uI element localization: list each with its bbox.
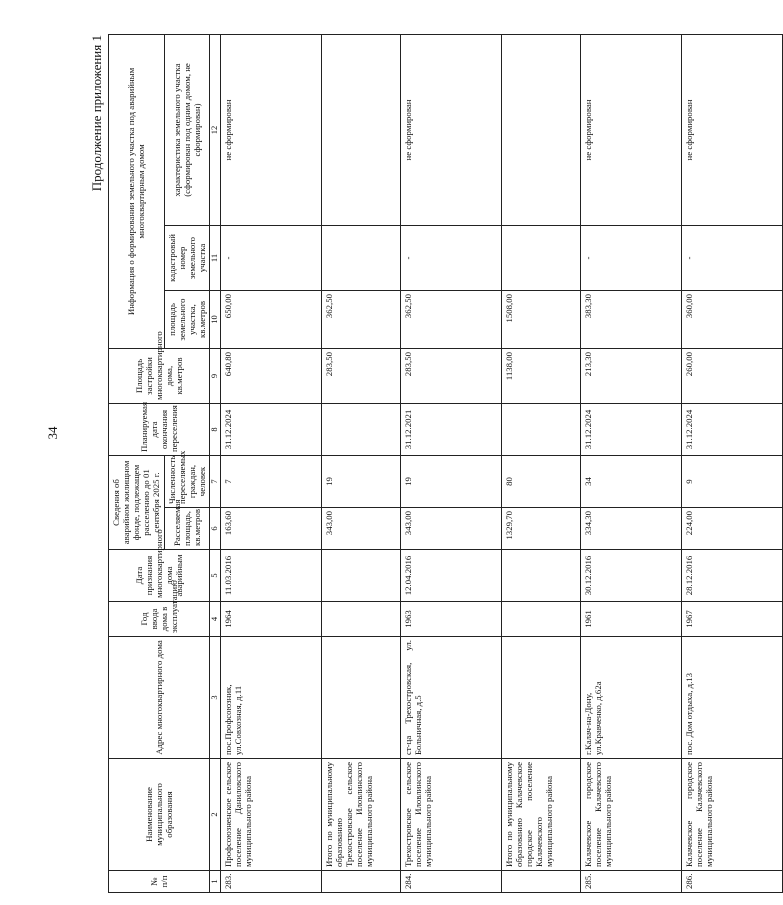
cell-mo: Трехостровское сельское поселение Иловлинского муниципального района — [400, 759, 501, 871]
cell-build-area: 283,50 — [400, 348, 501, 403]
column-number: 2 — [209, 759, 220, 871]
cell-status: не сформирован — [580, 34, 681, 225]
cell-date: 30.12.2016 — [580, 550, 681, 602]
cell-status: не сформирован — [400, 34, 501, 225]
table-row — [220, 34, 321, 892]
column-number: 4 — [209, 602, 220, 637]
cell-area: 1329,70 — [501, 508, 580, 550]
header-status: характеристика земельного участка (сформирован под одним домом, не сформирован) — [164, 34, 209, 225]
header-build-area: Площадь застройки многоквартирного дома, кв.метров — [109, 348, 210, 403]
column-number: 5 — [209, 550, 220, 602]
table-row — [681, 34, 782, 892]
header-cadastre: кадастровый номер земельного участка — [164, 225, 209, 290]
table-row — [501, 34, 580, 892]
cell-cadastre: - — [220, 225, 321, 290]
cell-address — [321, 637, 400, 759]
cell-address: г.Калач-на-Дону, ул.Кравченко, д.62а — [580, 637, 681, 759]
column-number: 3 — [209, 637, 220, 759]
table-row — [580, 34, 681, 892]
cell-area: 224,00 — [681, 508, 782, 550]
cell-mo: Калачевское городское поселение Калачевского муниципального района — [681, 759, 782, 871]
cell-build-area: 260,00 — [681, 348, 782, 403]
cell-build-area: 213,30 — [580, 348, 681, 403]
cell-status — [321, 34, 400, 225]
column-number: 11 — [209, 225, 220, 290]
cell-area: 343,00 — [400, 508, 501, 550]
cell-land-area: 362,50 — [400, 290, 501, 348]
cell-address — [501, 637, 580, 759]
cell-address: пос. Дом отдыха, д.13 — [681, 637, 782, 759]
cell-area: 163,60 — [220, 508, 321, 550]
cell-mo: Итого по муниципальному образованию Калачевское городское поселение Калачевского муниципального района — [501, 759, 580, 871]
cell-people: 19 — [321, 455, 400, 507]
header-address: Адрес многоквартирного дома — [109, 637, 210, 759]
cell-people: 9 — [681, 455, 782, 507]
cell-status: не сформирован — [681, 34, 782, 225]
cell-no: 285. — [580, 871, 681, 893]
document-sheet — [86, 35, 715, 893]
cell-date: 11.03.2016 — [220, 550, 321, 602]
cell-people: 7 — [220, 455, 321, 507]
cell-land-area: 362,50 — [321, 290, 400, 348]
cell-land-area: 360,00 — [681, 290, 782, 348]
cell-planned — [321, 403, 400, 455]
column-number: 12 — [209, 34, 220, 225]
column-numbers-row — [209, 34, 220, 892]
cell-year: 1967 — [681, 602, 782, 637]
cell-planned: 31.12.2021 — [400, 403, 501, 455]
header-group-resettle: Сведения об аварийном жилищном фонде, подлежащем расселению до 01 сентября 2025 г. — [109, 455, 165, 549]
header-group-land: Информация о формировании земельного участка под аварийным многоквартирным домом — [109, 34, 165, 348]
header-year: Год ввода дома в эксплуатацию — [109, 602, 210, 637]
cell-people: 80 — [501, 455, 580, 507]
cell-no — [321, 871, 400, 893]
table-row — [321, 34, 400, 892]
cell-address: пос.Профсоюзник, ул.Совхозная, д.11 — [220, 637, 321, 759]
cell-area: 334,30 — [580, 508, 681, 550]
cell-planned: 31.12.2024 — [220, 403, 321, 455]
cell-cadastre — [501, 225, 580, 290]
cell-cadastre: - — [580, 225, 681, 290]
column-number: 1 — [209, 871, 220, 893]
housing-table — [108, 34, 783, 893]
header-date: Дата признания многоквартирного дома аварийным — [109, 550, 210, 602]
cell-mo: Профсоюзненское сельское поселение Даниловского муниципального района — [220, 759, 321, 871]
cell-area: 343,00 — [321, 508, 400, 550]
column-number: 9 — [209, 348, 220, 403]
header-no: № п/п — [109, 871, 210, 893]
cell-date — [321, 550, 400, 602]
cell-people: 19 — [400, 455, 501, 507]
cell-no: 284. — [400, 871, 501, 893]
cell-land-area: 1508,00 — [501, 290, 580, 348]
cell-year: 1961 — [580, 602, 681, 637]
cell-year — [501, 602, 580, 637]
header-people: Численность переселяемых граждан, человек — [164, 455, 209, 507]
cell-cadastre: - — [400, 225, 501, 290]
cell-address: ст-ца Трехостровская, ул. Больничная, д.5 — [400, 637, 501, 759]
page-number: 34 — [45, 426, 60, 440]
cell-year: 1964 — [220, 602, 321, 637]
header-area: Расселяемая площадь, кв.метров — [164, 508, 209, 550]
cell-date: 28.12.2016 — [681, 550, 782, 602]
appendix-title: Продолжение приложения 1 — [89, 35, 104, 192]
cell-mo: Калачевское городское поселение Калачевского муниципального района — [580, 759, 681, 871]
cell-status: не сформирован — [220, 34, 321, 225]
column-number: 8 — [209, 403, 220, 455]
cell-planned: 31.12.2024 — [580, 403, 681, 455]
cell-year: 1963 — [400, 602, 501, 637]
column-number: 7 — [209, 455, 220, 507]
header-land-area: площадь земельного участка, кв.метров — [164, 290, 209, 348]
cell-date: 12.04.2016 — [400, 550, 501, 602]
column-number: 6 — [209, 508, 220, 550]
cell-cadastre: - — [681, 225, 782, 290]
table-row — [400, 34, 501, 892]
cell-land-area: 650,00 — [220, 290, 321, 348]
cell-cadastre — [321, 225, 400, 290]
cell-no: 286. — [681, 871, 782, 893]
cell-year — [321, 602, 400, 637]
cell-build-area: 1138,00 — [501, 348, 580, 403]
header-row-1 — [109, 34, 165, 892]
cell-no: 283. — [220, 871, 321, 893]
cell-build-area: 640,80 — [220, 348, 321, 403]
cell-build-area: 283,50 — [321, 348, 400, 403]
cell-people: 34 — [580, 455, 681, 507]
header-planned: Планируемая дата окончания переселения — [109, 403, 210, 455]
cell-planned — [501, 403, 580, 455]
cell-date — [501, 550, 580, 602]
header-mo: Наименование муниципального образования — [109, 759, 210, 871]
cell-no — [501, 871, 580, 893]
cell-mo: Итого по муниципальному образованию Трехостровское сельское поселение Иловлинского муниципального района — [321, 759, 400, 871]
column-number: 10 — [209, 290, 220, 348]
cell-planned: 31.12.2024 — [681, 403, 782, 455]
cell-land-area: 383,30 — [580, 290, 681, 348]
cell-status — [501, 34, 580, 225]
